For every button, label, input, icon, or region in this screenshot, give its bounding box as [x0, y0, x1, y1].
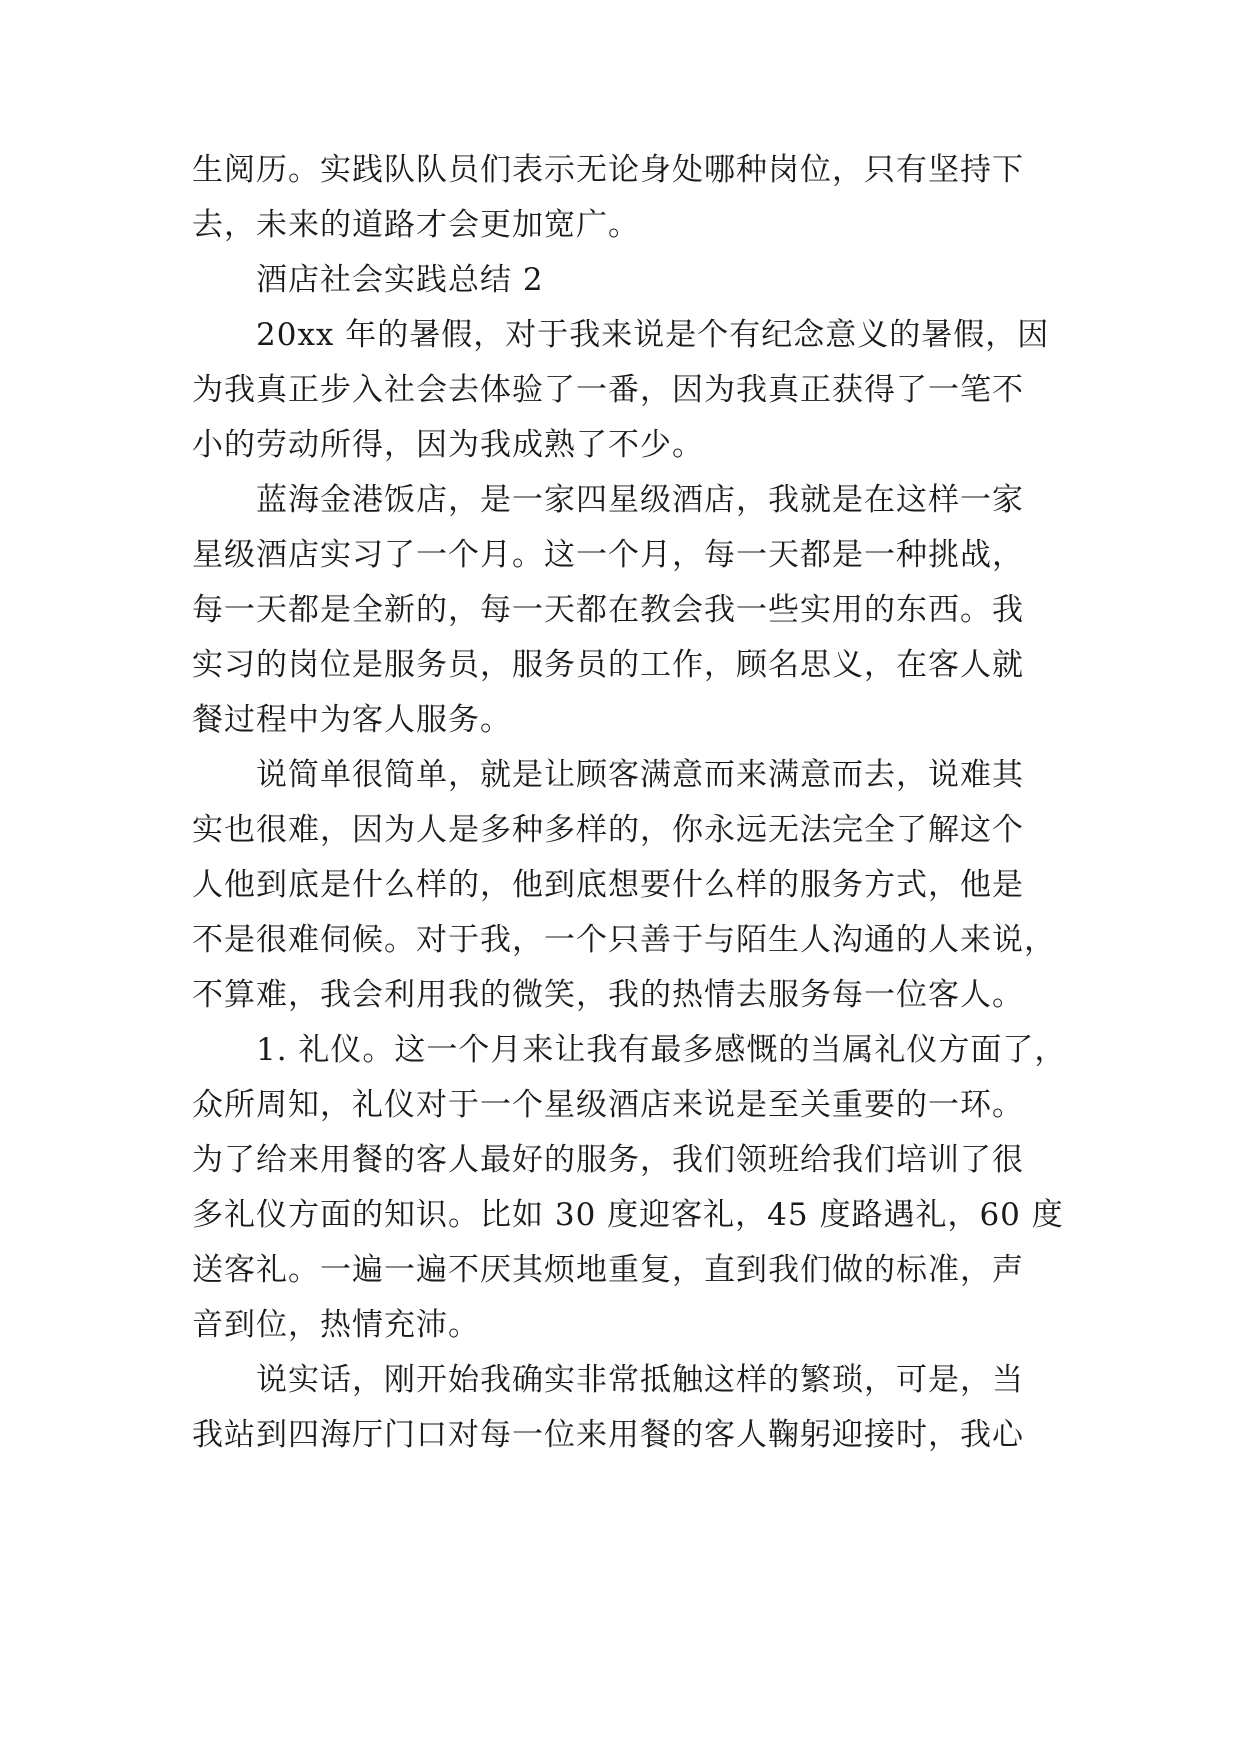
paragraph-first-line: 1. 礼仪。这一个月来让我有最多感慨的当属礼仪方面了，: [256, 1032, 1067, 1068]
body-text-line: 为了给来用餐的客人最好的服务，我们领班给我们培训了很: [192, 1142, 1024, 1178]
paragraph-first-line: 说实话，刚开始我确实非常抵触这样的繁琐，可是，当: [256, 1362, 1024, 1398]
body-text-line: 人他到底是什么样的，他到底想要什么样的服务方式，他是: [192, 867, 1024, 903]
paragraph-first-line: 说简单很简单，就是让顾客满意而来满意而去，说难其: [256, 757, 1024, 793]
body-text-line: 送客礼。一遍一遍不厌其烦地重复，直到我们做的标准，声: [192, 1252, 1024, 1288]
body-text-line: 生阅历。实践队队员们表示无论身处哪种岗位，只有坚持下: [192, 152, 1024, 188]
paragraph-first-line: 蓝海金港饭店，是一家四星级酒店，我就是在这样一家: [256, 482, 1024, 518]
body-text-line: 音到位，热情充沛。: [192, 1307, 480, 1343]
body-text-line: 众所周知，礼仪对于一个星级酒店来说是至关重要的一环。: [192, 1087, 1024, 1123]
section-heading: 酒店社会实践总结 2: [256, 262, 544, 298]
body-text-line: 每一天都是全新的，每一天都在教会我一些实用的东西。我: [192, 592, 1024, 628]
body-text-line: 实习的岗位是服务员，服务员的工作，顾名思义，在客人就: [192, 647, 1024, 683]
body-text-line: 不是很难伺候。对于我，一个只善于与陌生人沟通的人来说，: [192, 922, 1056, 958]
body-text-line: 去，未来的道路才会更加宽广。: [192, 207, 640, 243]
body-text-line: 星级酒店实习了一个月。这一个月，每一天都是一种挑战，: [192, 537, 1024, 573]
body-text-line: 不算难，我会利用我的微笑，我的热情去服务每一位客人。: [192, 977, 1024, 1013]
body-text-line: 小的劳动所得，因为我成熟了不少。: [192, 427, 704, 463]
paragraph-first-line: 20xx 年的暑假，对于我来说是个有纪念意义的暑假，因: [256, 317, 1050, 353]
body-text-line: 为我真正步入社会去体验了一番，因为我真正获得了一笔不: [192, 372, 1024, 408]
body-text-line: 餐过程中为客人服务。: [192, 702, 512, 738]
body-text-line: 我站到四海厅门口对每一位来用餐的客人鞠躬迎接时，我心: [192, 1417, 1024, 1453]
body-text-line: 多礼仪方面的知识。比如 30 度迎客礼，45 度路遇礼，60 度: [192, 1197, 1064, 1233]
body-text-line: 实也很难，因为人是多种多样的，你永远无法完全了解这个: [192, 812, 1024, 848]
